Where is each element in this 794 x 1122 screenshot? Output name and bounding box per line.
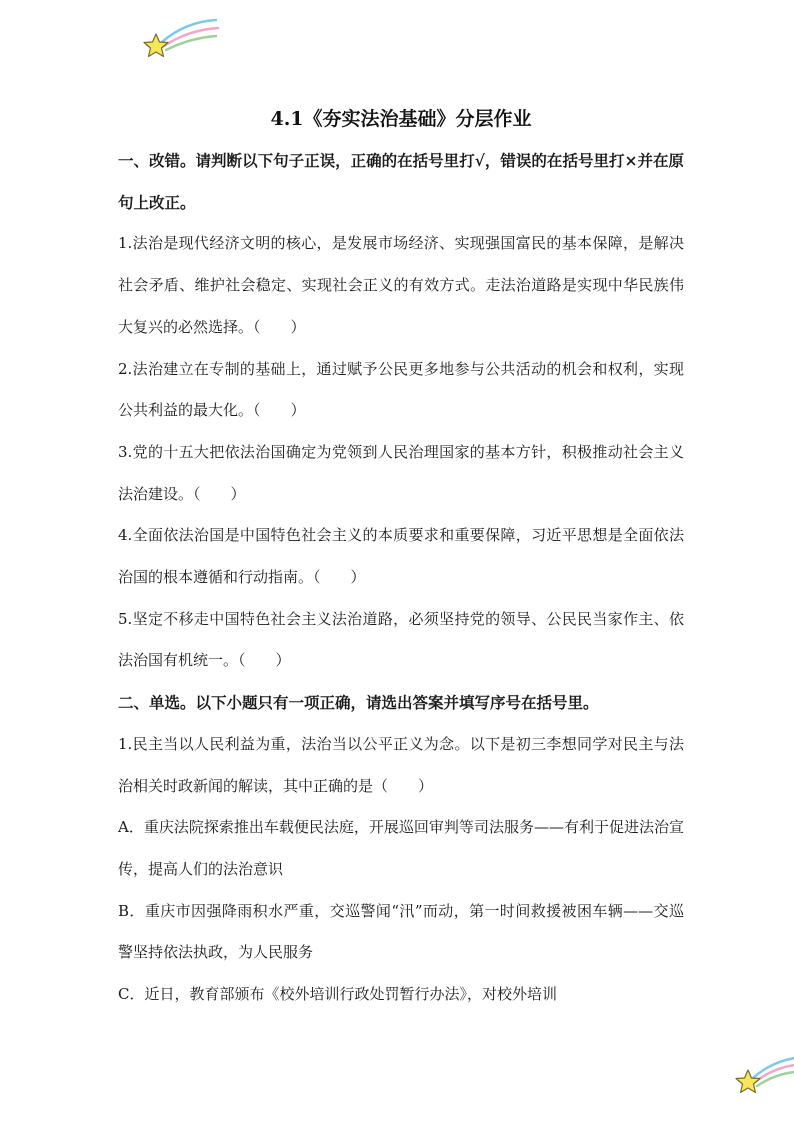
shooting-star-icon (140, 14, 220, 62)
question-text: 3.党的十五大把依法治国确定为党领到人民治理国家的基本方针，积极推动社会主义法治建设。（ ） (118, 442, 684, 503)
question-text: 4.全面依法治国是中国特色社会主义的本质要求和重要保障，习近平思想是全面依法治国的根本遵循和行动指南。（ ） (118, 526, 684, 587)
answer-option: B．重庆市因强降雨积水严重，交巡警闻“汛”而动，第一时间救援被困车辆——交巡警坚持依法执政，为人民服务 (118, 901, 684, 962)
question-text: 5.坚定不移走中国特色社会主义法治道路，必须坚持党的领导、公民民当家作主、依法治国有机统一。（ ） (118, 609, 684, 670)
document-page (118, 100, 684, 1016)
shooting-star-icon (733, 1052, 794, 1098)
question-text: 1.法治是现代经济文明的核心，是发展市场经济、实现强国富民的基本保障，是解决社会矛盾、维护社会稳定、实现社会正义的有效方式。走法治道路是实现中华民族伟大复兴的必然选择。（ ） (118, 234, 684, 336)
section-heading: 一、改错。请判断以下句子正误，正确的在括号里打√，错误的在括号里打×并在原句上改正。 (118, 151, 684, 212)
answer-option: A．重庆法院探索推出车载便民法庭，开展巡回审判等司法服务——有利于促进法治宣传，提高人们的法治意识 (118, 818, 684, 878)
question-text: 1.民主当以人民利益为重，法治当以公平正义为念。以下是初三李想同学对民主与法治相关时政新闻的解读，其中正确的是（ ） (118, 734, 684, 795)
page-title: 4.1《夯实法治基础》分层作业 (270, 108, 532, 130)
question-text: 2.法治建立在专制的基础上，通过赋予公民更多地参与公共活动的机会和权利，实现公共利益的最大化。（ ） (118, 359, 684, 420)
answer-option: C．近日，教育部颁布《校外培训行政处罚暂行办法》，对校外培训 (118, 985, 557, 1004)
section-heading: 二、单选。以下小题只有一项正确，请选出答案并填写序号在括号里。 (118, 693, 599, 713)
